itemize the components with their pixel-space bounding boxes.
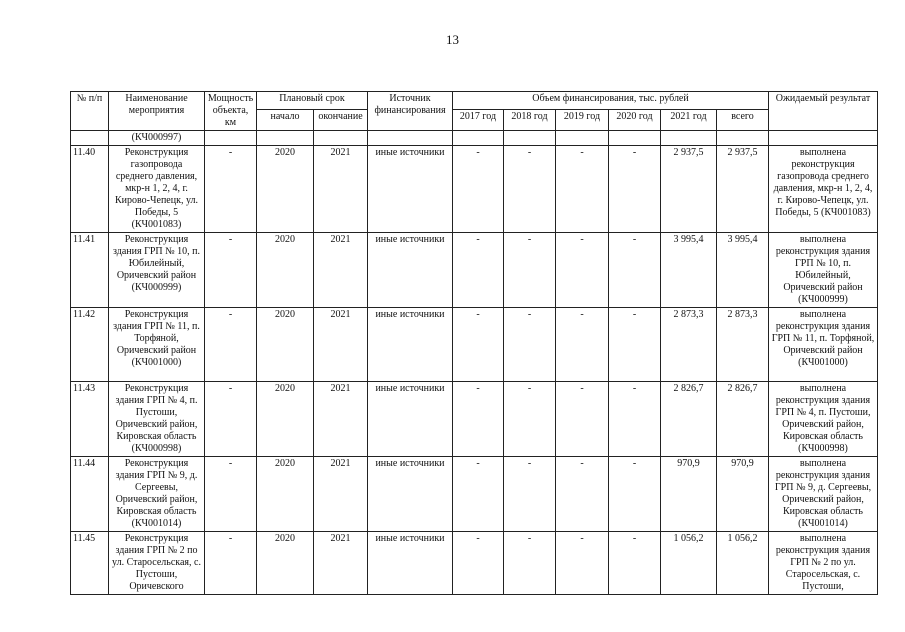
header-num: № п/п xyxy=(71,92,109,131)
row-2018: - xyxy=(504,532,556,595)
row-2019: - xyxy=(556,457,609,532)
row-2018: - xyxy=(504,308,556,382)
row-end: 2021 xyxy=(314,308,368,382)
row-capacity: - xyxy=(205,308,257,382)
continuation-fragment: (КЧ000997) xyxy=(109,131,205,146)
row-result: выполнена реконструкция здания ГРП № 9, д. Сергеевы, Оричевский район, Кировская область (КЧ001014) xyxy=(769,457,878,532)
row-number: 11.40 xyxy=(71,146,109,233)
row-2018: - xyxy=(504,457,556,532)
row-2017: - xyxy=(453,532,504,595)
row-total: 3 995,4 xyxy=(717,233,769,308)
row-source: иные источники xyxy=(368,532,453,595)
row-start: 2020 xyxy=(257,457,314,532)
row-2019: - xyxy=(556,382,609,457)
row-start: 2020 xyxy=(257,532,314,595)
header-name: Наименование мероприятия xyxy=(109,92,205,131)
row-2020: - xyxy=(609,457,661,532)
row-total: 1 056,2 xyxy=(717,532,769,595)
row-2020: - xyxy=(609,146,661,233)
row-name: Реконструкция здания ГРП № 2 по ул. Старосельская, с. Пустоши, Оричевского xyxy=(109,532,205,595)
row-2017: - xyxy=(453,308,504,382)
row-2021: 1 056,2 xyxy=(661,532,717,595)
header-capacity: Мощность объекта, км xyxy=(205,92,257,131)
row-number: 11.44 xyxy=(71,457,109,532)
row-source: иные источники xyxy=(368,146,453,233)
row-name: Реконструкция здания ГРП № 10, п. Юбилейный, Оричевский район (КЧ000999) xyxy=(109,233,205,308)
header-result: Ожидаемый результат xyxy=(769,92,878,131)
header-end: окончание xyxy=(314,110,368,131)
row-2019: - xyxy=(556,308,609,382)
row-2019: - xyxy=(556,532,609,595)
continuation-row xyxy=(71,131,878,146)
row-result: выполнена реконструкция здания ГРП № 11, п. Торфяной, Оричевский район (КЧ001000) xyxy=(769,308,878,382)
table-row xyxy=(71,382,878,457)
row-end: 2021 xyxy=(314,233,368,308)
row-2017: - xyxy=(453,146,504,233)
row-name: Реконструкция здания ГРП № 11, п. Торфяной, Оричевский район (КЧ001000) xyxy=(109,308,205,382)
row-source: иные источники xyxy=(368,308,453,382)
row-result: выполнена реконструкция здания ГРП № 10, п. Юбилейный, Оричевский район (КЧ000999) xyxy=(769,233,878,308)
row-name: Реконструкция газопровода среднего давления, мкр-н 1, 2, 4, г. Кирово-Чепецк, ул. Победы, 5 (КЧ001083) xyxy=(109,146,205,233)
row-2017: - xyxy=(453,457,504,532)
table-row xyxy=(71,532,878,595)
row-start: 2020 xyxy=(257,233,314,308)
row-2020: - xyxy=(609,233,661,308)
row-name: Реконструкция здания ГРП № 9, д. Сергеевы, Оричевский район, Кировская область (КЧ001014) xyxy=(109,457,205,532)
header-year-2018: 2018 год xyxy=(504,110,556,131)
row-2021: 2 873,3 xyxy=(661,308,717,382)
row-capacity: - xyxy=(205,382,257,457)
row-start: 2020 xyxy=(257,146,314,233)
header-year-2021: 2021 год xyxy=(661,110,717,131)
row-number: 11.41 xyxy=(71,233,109,308)
row-2018: - xyxy=(504,382,556,457)
row-result: выполнена реконструкция здания ГРП № 2 по ул. Старосельская, с. Пустоши, xyxy=(769,532,878,595)
row-source: иные источники xyxy=(368,457,453,532)
row-source: иные источники xyxy=(368,382,453,457)
table-row xyxy=(71,146,878,233)
row-2021: 2 937,5 xyxy=(661,146,717,233)
row-start: 2020 xyxy=(257,382,314,457)
row-end: 2021 xyxy=(314,382,368,457)
row-2020: - xyxy=(609,382,661,457)
row-2021: 970,9 xyxy=(661,457,717,532)
row-2018: - xyxy=(504,233,556,308)
row-2017: - xyxy=(453,233,504,308)
page-number: 13 xyxy=(446,32,459,47)
row-capacity: - xyxy=(205,233,257,308)
row-2020: - xyxy=(609,532,661,595)
row-total: 2 826,7 xyxy=(717,382,769,457)
row-number: 11.42 xyxy=(71,308,109,382)
row-total: 970,9 xyxy=(717,457,769,532)
header-start: начало xyxy=(257,110,314,131)
header-year-2020: 2020 год xyxy=(609,110,661,131)
row-capacity: - xyxy=(205,146,257,233)
row-2019: - xyxy=(556,146,609,233)
row-result: выполнена реконструкция здания ГРП № 4, п. Пустоши, Оричевский район, Кировская область (КЧ000998) xyxy=(769,382,878,457)
row-2017: - xyxy=(453,382,504,457)
row-2020: - xyxy=(609,308,661,382)
row-2018: - xyxy=(504,146,556,233)
header-schedule: Плановый срок xyxy=(257,92,368,110)
row-total: 2 873,3 xyxy=(717,308,769,382)
row-2019: - xyxy=(556,233,609,308)
row-end: 2021 xyxy=(314,146,368,233)
table-row xyxy=(71,457,878,532)
row-number: 11.43 xyxy=(71,382,109,457)
row-start: 2020 xyxy=(257,308,314,382)
table-row xyxy=(71,233,878,308)
row-end: 2021 xyxy=(314,532,368,595)
row-end: 2021 xyxy=(314,457,368,532)
header-funding: Объем финансирования, тыс. рублей xyxy=(453,92,769,110)
row-source: иные источники xyxy=(368,233,453,308)
table-row xyxy=(71,308,878,382)
header-source: Источник финансирования xyxy=(368,92,453,131)
row-name: Реконструкция здания ГРП № 4, п. Пустоши, Оричевский район, Кировская область (КЧ000998) xyxy=(109,382,205,457)
row-total: 2 937,5 xyxy=(717,146,769,233)
row-2021: 3 995,4 xyxy=(661,233,717,308)
header-year-2017: 2017 год xyxy=(453,110,504,131)
header-total: всего xyxy=(717,110,769,131)
header-year-2019: 2019 год xyxy=(556,110,609,131)
row-capacity: - xyxy=(205,532,257,595)
row-capacity: - xyxy=(205,457,257,532)
funding-table xyxy=(70,91,878,595)
row-2021: 2 826,7 xyxy=(661,382,717,457)
row-result: выполнена реконструкция газопровода среднего давления, мкр-н 1, 2, 4, г. Кирово-Чепецк, ул. Победы, 5 (КЧ001083) xyxy=(769,146,878,233)
row-number: 11.45 xyxy=(71,532,109,595)
